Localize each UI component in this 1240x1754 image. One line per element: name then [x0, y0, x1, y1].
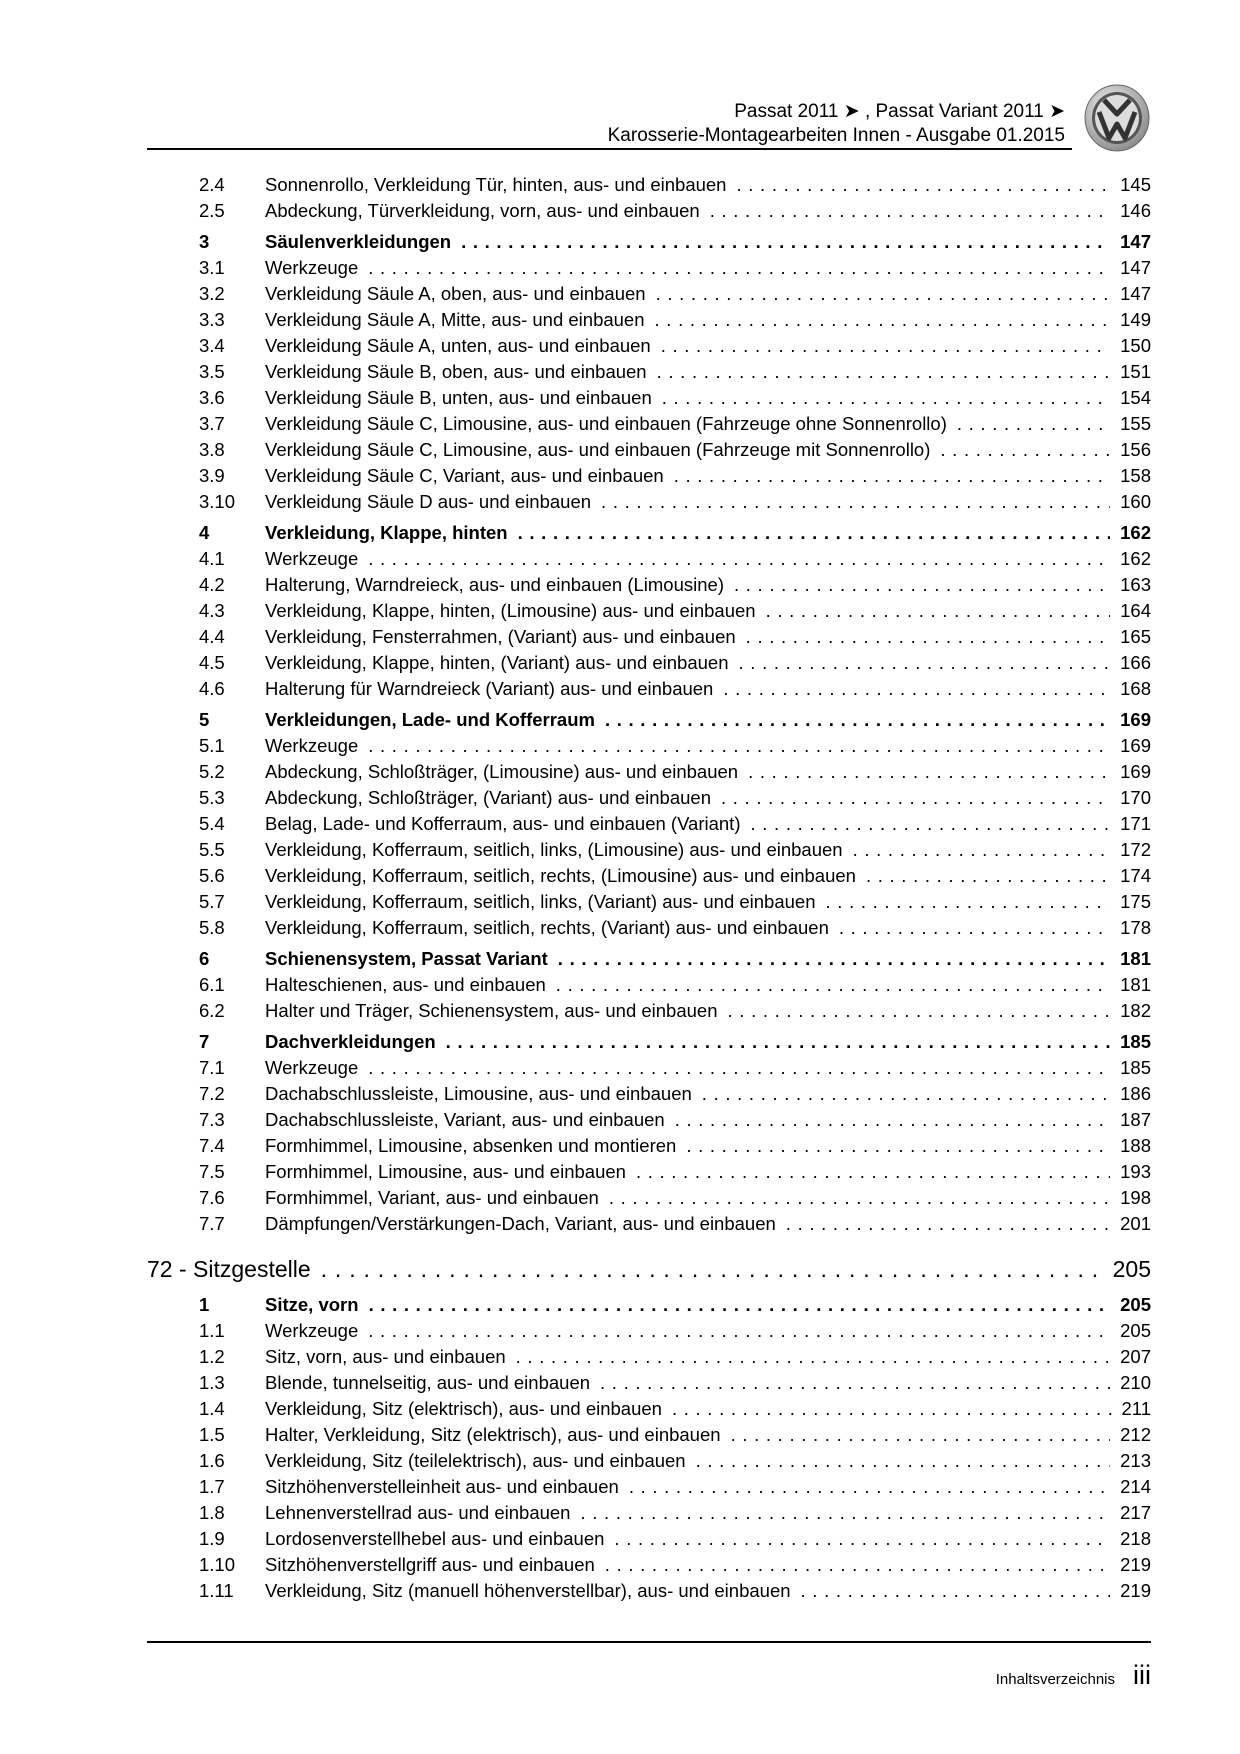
- dot-leader: [600, 1372, 1110, 1394]
- toc-entry[interactable]: [199, 1161, 1151, 1187]
- toc-page-number: 154: [1120, 387, 1151, 408]
- toc-number: 5.5: [199, 839, 225, 860]
- toc-number: 3.9: [199, 465, 225, 486]
- toc-number: 5: [199, 709, 210, 730]
- toc-title: Verkleidung, Sitz (teilelektrisch), aus- und einbauen: [265, 1450, 686, 1471]
- toc-number: 1.6: [199, 1450, 225, 1471]
- dot-leader: [605, 709, 1110, 731]
- toc-page-number: 166: [1120, 652, 1151, 673]
- dot-leader: [368, 1057, 1110, 1079]
- toc-title: Verkleidungen, Lade- und Kofferraum: [265, 709, 595, 730]
- toc-page-number: 145: [1120, 174, 1151, 195]
- toc-entry[interactable]: [199, 335, 1151, 361]
- toc-entry[interactable]: [199, 413, 1151, 439]
- toc-entry[interactable]: [199, 1502, 1151, 1528]
- toc-title: Verkleidung Säule D aus- und einbauen: [265, 491, 592, 512]
- toc-title: Werkzeuge: [265, 1320, 359, 1341]
- toc-number: 3.3: [199, 309, 225, 330]
- toc-entry[interactable]: [199, 865, 1151, 891]
- toc-title: Halterung, Warndreieck, aus- und einbauen (Limousine): [265, 574, 724, 595]
- dot-leader: [702, 1083, 1110, 1105]
- toc-number: 5.1: [199, 735, 225, 756]
- toc-number: 3.8: [199, 439, 225, 460]
- page-number: iii: [1133, 1660, 1151, 1690]
- toc-page-number: 169: [1120, 735, 1151, 756]
- toc-page-number: 169: [1120, 709, 1151, 730]
- toc-page-number: 171: [1120, 813, 1151, 834]
- toc-number: 3.5: [199, 361, 225, 382]
- toc-title: Verkleidung, Klappe, hinten, (Variant) aus- und einbauen: [265, 652, 729, 673]
- toc-entry[interactable]: [199, 1372, 1151, 1398]
- toc-page-number: 205: [1120, 1320, 1151, 1341]
- dot-leader: [321, 1256, 1103, 1283]
- toc-page-number: 168: [1120, 678, 1151, 699]
- toc-number: 6: [199, 948, 210, 969]
- dot-leader: [461, 231, 1110, 253]
- dot-leader: [853, 839, 1111, 861]
- toc-entry[interactable]: [199, 1135, 1151, 1161]
- toc-number: 1.3: [199, 1372, 225, 1393]
- toc-title: Werkzeuge: [265, 548, 359, 569]
- toc-page-number: 170: [1120, 787, 1151, 808]
- dot-leader: [655, 309, 1111, 331]
- toc-page-number: 149: [1120, 309, 1151, 330]
- toc-title: Säulenverkleidungen: [265, 231, 452, 252]
- dot-leader: [446, 1031, 1110, 1053]
- toc-title: Dachabschlussleiste, Limousine, aus- und einbauen: [265, 1083, 692, 1104]
- toc-entry[interactable]: [199, 917, 1151, 943]
- toc-title: Formhimmel, Limousine, absenken und montieren: [265, 1135, 677, 1156]
- toc-title: Werkzeuge: [265, 735, 359, 756]
- dot-leader: [731, 1424, 1111, 1446]
- toc-title: Dachverkleidungen: [265, 1031, 436, 1052]
- dot-leader: [674, 465, 1110, 487]
- toc-page-number: 188: [1120, 1135, 1151, 1156]
- dot-leader: [748, 761, 1110, 783]
- toc-entry[interactable]: [199, 439, 1151, 465]
- toc-page-number: 211: [1121, 1398, 1151, 1419]
- toc-page-number: 147: [1120, 231, 1151, 252]
- toc-title: Verkleidung, Fensterrahmen, (Variant) aus- und einbauen: [265, 626, 736, 647]
- toc-number: 4.5: [199, 652, 225, 673]
- toc-title: Lordosenverstellhebel aus- und einbauen: [265, 1528, 605, 1549]
- toc-number: 5.6: [199, 865, 225, 886]
- dot-leader: [723, 678, 1110, 700]
- toc-title: Verkleidung, Kofferraum, seitlich, links, (Variant) aus- und einbauen: [265, 891, 816, 912]
- toc-page-number: 156: [1120, 439, 1151, 460]
- toc-entry[interactable]: [199, 839, 1151, 865]
- toc-page-number: 147: [1120, 283, 1151, 304]
- toc-number: 3.4: [199, 335, 225, 356]
- toc-entry[interactable]: [199, 465, 1151, 491]
- dot-leader: [636, 1161, 1110, 1183]
- toc-number: 5.7: [199, 891, 225, 912]
- toc-entry[interactable]: [199, 1476, 1151, 1502]
- toc-number: 3.1: [199, 257, 225, 278]
- toc-page-number: 150: [1120, 335, 1151, 356]
- toc-page-number: 193: [1120, 1161, 1151, 1182]
- toc-title: Verkleidung Säule C, Limousine, aus- und einbauen (Fahrzeuge ohne Sonnenrollo): [265, 413, 947, 434]
- toc-page-number: 212: [1120, 1424, 1151, 1445]
- dot-leader: [614, 1528, 1110, 1550]
- toc-section-heading[interactable]: [199, 948, 1151, 974]
- toc-number: 1.1: [199, 1320, 225, 1341]
- toc-page-number: 147: [1120, 257, 1151, 278]
- dot-leader: [605, 1554, 1110, 1576]
- toc-number: 1.4: [199, 1398, 225, 1419]
- toc-page-number: 186: [1120, 1083, 1151, 1104]
- toc-title: Dachabschlussleiste, Variant, aus- und einbauen: [265, 1109, 665, 1130]
- toc-title: Verkleidung Säule C, Limousine, aus- und einbauen (Fahrzeuge mit Sonnenrollo): [265, 439, 931, 460]
- dot-leader: [369, 1294, 1111, 1316]
- toc-section-heading[interactable]: [199, 1031, 1151, 1057]
- toc-page-number: 162: [1120, 548, 1151, 569]
- dot-leader: [734, 574, 1110, 596]
- toc-page-number: 174: [1120, 865, 1151, 886]
- toc-title: Halteschienen, aus- und einbauen: [265, 974, 546, 995]
- dot-leader: [672, 1398, 1112, 1420]
- toc-number: 1: [199, 1294, 210, 1315]
- toc-page-number: 160: [1120, 491, 1151, 512]
- toc-title: Sitzhöhenverstelleinheit aus- und einbauen: [265, 1476, 619, 1497]
- toc-page-number: 187: [1120, 1109, 1151, 1130]
- toc-page-number: 201: [1120, 1213, 1151, 1234]
- toc-entry[interactable]: [199, 1213, 1151, 1239]
- toc-entry[interactable]: [199, 787, 1151, 813]
- toc-number: 7.6: [199, 1187, 225, 1208]
- toc-page-number: 214: [1120, 1476, 1151, 1497]
- dot-leader: [801, 1580, 1111, 1602]
- toc-title: Formhimmel, Limousine, aus- und einbauen: [265, 1161, 626, 1182]
- page-footer: [996, 1660, 1151, 1691]
- dot-leader: [766, 600, 1111, 622]
- toc-number: 6.1: [199, 974, 225, 995]
- toc-title: Verkleidung, Sitz (manuell höhenverstellbar), aus- und einbauen: [265, 1580, 791, 1601]
- dot-leader: [368, 257, 1110, 279]
- toc-number: 1.9: [199, 1528, 225, 1549]
- dot-leader: [786, 1213, 1110, 1235]
- toc-title: Verkleidung Säule B, oben, aus- und einbauen: [265, 361, 647, 382]
- toc-number: 1.5: [199, 1424, 225, 1445]
- toc-number: 3: [199, 231, 210, 252]
- header-vehicle: Passat 2011 ➤ , Passat Variant 2011 ➤: [734, 101, 1065, 122]
- toc-entry[interactable]: [199, 735, 1151, 761]
- dot-leader: [675, 1109, 1110, 1131]
- toc-number: 5.2: [199, 761, 225, 782]
- toc-entry[interactable]: [199, 574, 1151, 600]
- toc-entry[interactable]: [199, 548, 1151, 574]
- header-divider: [147, 148, 1072, 150]
- dot-leader: [721, 787, 1110, 809]
- dot-leader: [661, 335, 1110, 357]
- toc-title: Halterung für Warndreieck (Variant) aus- und einbauen: [265, 678, 714, 699]
- toc-entry[interactable]: [199, 361, 1151, 387]
- toc-entry[interactable]: [199, 1554, 1151, 1580]
- dot-leader: [368, 1320, 1110, 1342]
- toc-title: Verkleidung, Kofferraum, seitlich, links, (Limousine) aus- und einbauen: [265, 839, 843, 860]
- dot-leader: [750, 813, 1110, 835]
- dot-leader: [696, 1450, 1111, 1472]
- toc-page-number: 163: [1120, 574, 1151, 595]
- dot-leader: [516, 1346, 1110, 1368]
- toc-entry[interactable]: [199, 813, 1151, 839]
- dot-leader: [710, 200, 1110, 222]
- toc-entry[interactable]: [199, 1187, 1151, 1213]
- toc-number: 3.10: [199, 491, 236, 512]
- dot-leader: [662, 387, 1110, 409]
- toc-number: 7.2: [199, 1083, 225, 1104]
- toc-number: 4.1: [199, 548, 225, 569]
- dot-leader: [686, 1135, 1110, 1157]
- dot-leader: [839, 917, 1110, 939]
- toc-title: Verkleidung, Klappe, hinten, (Limousine) aus- und einbauen: [265, 600, 756, 621]
- toc-title: Werkzeuge: [265, 257, 359, 278]
- toc-title: Abdeckung, Türverkleidung, vorn, aus- und einbauen: [265, 200, 700, 221]
- toc-number: 3.2: [199, 283, 225, 304]
- toc-chapter[interactable]: [147, 1256, 1151, 1290]
- toc-page-number: 155: [1120, 413, 1151, 434]
- toc-entry[interactable]: [199, 761, 1151, 787]
- toc-title: Halter, Verkleidung, Sitz (elektrisch), aus- und einbauen: [265, 1424, 721, 1445]
- toc-section-heading[interactable]: [199, 1294, 1151, 1320]
- toc-title: Verkleidung Säule A, unten, aus- und einbauen: [265, 335, 651, 356]
- toc-number: 3.6: [199, 387, 225, 408]
- dot-leader: [556, 974, 1110, 996]
- toc-section-heading[interactable]: [199, 709, 1151, 735]
- toc-number: 7.3: [199, 1109, 225, 1130]
- toc-page-number: 172: [1120, 839, 1151, 860]
- toc-title: Verkleidung, Kofferraum, seitlich, rechts, (Variant) aus- und einbauen: [265, 917, 829, 938]
- toc-page-number: 175: [1120, 891, 1151, 912]
- toc-title: Belag, Lade- und Kofferraum, aus- und einbauen (Variant): [265, 813, 741, 834]
- toc-entry[interactable]: [199, 1424, 1151, 1450]
- toc-title: Verkleidung Säule A, Mitte, aus- und einbauen: [265, 309, 645, 330]
- dot-leader: [629, 1476, 1110, 1498]
- toc-page-number: 146: [1120, 200, 1151, 221]
- toc-title: Blende, tunnelseitig, aus- und einbauen: [265, 1372, 591, 1393]
- toc-title: Halter und Träger, Schienensystem, aus- und einbauen: [265, 1000, 718, 1021]
- toc-number: 1.2: [199, 1346, 225, 1367]
- toc-entry[interactable]: [199, 1346, 1151, 1372]
- toc-number: 1.8: [199, 1502, 225, 1523]
- toc-entry[interactable]: [199, 678, 1151, 704]
- toc-title: Schienensystem, Passat Variant: [265, 948, 548, 969]
- dot-leader: [746, 626, 1110, 648]
- toc-page-number: 169: [1120, 761, 1151, 782]
- toc-title: Verkleidung, Kofferraum, seitlich, rechts, (Limousine) aus- und einbauen: [265, 865, 856, 886]
- toc-page-number: 219: [1120, 1554, 1151, 1575]
- toc-page-number: 207: [1120, 1346, 1151, 1367]
- footer-section-label: Inhaltsverzeichnis: [995, 1671, 1115, 1688]
- vw-logo-icon: [1084, 84, 1150, 152]
- toc-page-number: 162: [1120, 522, 1151, 543]
- toc-entry[interactable]: [199, 891, 1151, 917]
- toc-number: 7: [199, 1031, 210, 1052]
- toc-page-number: 165: [1120, 626, 1151, 647]
- toc-entry[interactable]: [199, 174, 1151, 200]
- toc-entry[interactable]: [199, 491, 1151, 517]
- toc-title: 72 - Sitzgestelle: [147, 1256, 311, 1282]
- toc-page-number: 217: [1120, 1502, 1151, 1523]
- toc-number: 2.5: [199, 200, 225, 221]
- dot-leader: [368, 548, 1110, 570]
- toc-page-number: 198: [1120, 1187, 1151, 1208]
- toc-number: 5.4: [199, 813, 225, 834]
- toc-number: 6.2: [199, 1000, 225, 1021]
- toc-title: Verkleidung Säule C, Variant, aus- und einbauen: [265, 465, 664, 486]
- dot-leader: [657, 361, 1111, 383]
- dot-leader: [580, 1502, 1110, 1524]
- toc-page-number: 219: [1120, 1580, 1151, 1601]
- toc-entry[interactable]: [199, 257, 1151, 283]
- toc-number: 7.4: [199, 1135, 225, 1156]
- toc-title: Werkzeuge: [265, 1057, 359, 1078]
- toc-title: Lehnenverstellrad aus- und einbauen: [265, 1502, 571, 1523]
- toc-number: 1.7: [199, 1476, 225, 1497]
- toc-entry[interactable]: [199, 652, 1151, 678]
- dot-leader: [957, 413, 1110, 435]
- dot-leader: [739, 652, 1111, 674]
- toc-title: Verkleidung Säule B, unten, aus- und einbauen: [265, 387, 652, 408]
- toc-page-number: 151: [1120, 361, 1151, 382]
- toc-title: Sitz, vorn, aus- und einbauen: [265, 1346, 506, 1367]
- toc-number: 4.4: [199, 626, 225, 647]
- toc-page-number: 181: [1120, 948, 1151, 969]
- toc-entry[interactable]: [199, 283, 1151, 309]
- toc-page-number: 158: [1120, 465, 1151, 486]
- toc-page-number: 218: [1120, 1528, 1151, 1549]
- toc-entry[interactable]: [199, 1398, 1151, 1424]
- header-manual-title: Karosserie-Montagearbeiten Innen - Ausgabe 01.2015: [607, 125, 1065, 146]
- toc-entry[interactable]: [199, 1320, 1151, 1346]
- toc-title: Formhimmel, Variant, aus- und einbauen: [265, 1187, 599, 1208]
- toc-entry[interactable]: [199, 626, 1151, 652]
- toc-number: 4.2: [199, 574, 225, 595]
- toc-number: 4: [199, 522, 210, 543]
- toc-page-number: 210: [1120, 1372, 1151, 1393]
- toc-number: 5.8: [199, 917, 225, 938]
- table-of-contents: [147, 174, 1151, 1606]
- toc-page-number: 185: [1120, 1057, 1151, 1078]
- dot-leader: [728, 1000, 1111, 1022]
- toc-title: Sitzhöhenverstellgriff aus- und einbauen: [265, 1554, 595, 1575]
- toc-section-heading[interactable]: [199, 231, 1151, 257]
- toc-number: 1.10: [199, 1554, 236, 1575]
- toc-number: 4.6: [199, 678, 225, 699]
- toc-number: 3.7: [199, 413, 225, 434]
- toc-entry[interactable]: [199, 1528, 1151, 1554]
- toc-entry[interactable]: [199, 1580, 1151, 1606]
- toc-entry[interactable]: [199, 1057, 1151, 1083]
- dot-leader: [736, 174, 1110, 196]
- toc-page-number: 164: [1120, 600, 1151, 621]
- toc-number: 7.7: [199, 1213, 225, 1234]
- toc-page-number: 178: [1120, 917, 1151, 938]
- toc-number: 7.1: [199, 1057, 225, 1078]
- dot-leader: [609, 1187, 1110, 1209]
- dot-leader: [656, 283, 1111, 305]
- dot-leader: [940, 439, 1110, 461]
- toc-entry[interactable]: [199, 309, 1151, 335]
- toc-number: 5.3: [199, 787, 225, 808]
- footer-divider: [147, 1641, 1151, 1643]
- toc-title: Sonnenrollo, Verkleidung Tür, hinten, aus- und einbauen: [265, 174, 727, 195]
- dot-leader: [601, 491, 1110, 513]
- dot-leader: [866, 865, 1110, 887]
- toc-number: 1.11: [199, 1580, 234, 1601]
- toc-title: Verkleidung Säule A, oben, aus- und einbauen: [265, 283, 646, 304]
- toc-number: 4.3: [199, 600, 225, 621]
- toc-number: 2.4: [199, 174, 225, 195]
- dot-leader: [558, 948, 1110, 970]
- toc-entry[interactable]: [199, 1109, 1151, 1135]
- dot-leader: [368, 735, 1110, 757]
- toc-title: Verkleidung, Klappe, hinten: [265, 522, 508, 543]
- toc-entry[interactable]: [199, 1450, 1151, 1476]
- toc-page-number: 205: [1120, 1294, 1151, 1315]
- toc-page-number: 185: [1120, 1031, 1151, 1052]
- dot-leader: [826, 891, 1111, 913]
- toc-entry[interactable]: [199, 200, 1151, 226]
- toc-entry[interactable]: [199, 600, 1151, 626]
- toc-entry[interactable]: [199, 974, 1151, 1000]
- toc-title: Sitze, vorn: [265, 1294, 359, 1315]
- toc-page-number: 205: [1112, 1256, 1151, 1282]
- toc-title: Verkleidung, Sitz (elektrisch), aus- und einbauen: [265, 1398, 662, 1419]
- toc-entry[interactable]: [199, 387, 1151, 413]
- toc-entry[interactable]: [199, 1083, 1151, 1109]
- toc-page-number: 182: [1120, 1000, 1151, 1021]
- toc-title: Dämpfungen/Verstärkungen-Dach, Variant, aus- und einbauen: [265, 1213, 776, 1234]
- toc-title: Abdeckung, Schloßträger, (Variant) aus- und einbauen: [265, 787, 711, 808]
- toc-page-number: 213: [1120, 1450, 1151, 1471]
- toc-number: 7.5: [199, 1161, 225, 1182]
- toc-page-number: 181: [1120, 974, 1151, 995]
- toc-section-heading[interactable]: [199, 522, 1151, 548]
- toc-title: Abdeckung, Schloßträger, (Limousine) aus- und einbauen: [265, 761, 739, 782]
- page-header: [608, 100, 1065, 148]
- toc-entry[interactable]: [199, 1000, 1151, 1026]
- dot-leader: [518, 522, 1111, 544]
